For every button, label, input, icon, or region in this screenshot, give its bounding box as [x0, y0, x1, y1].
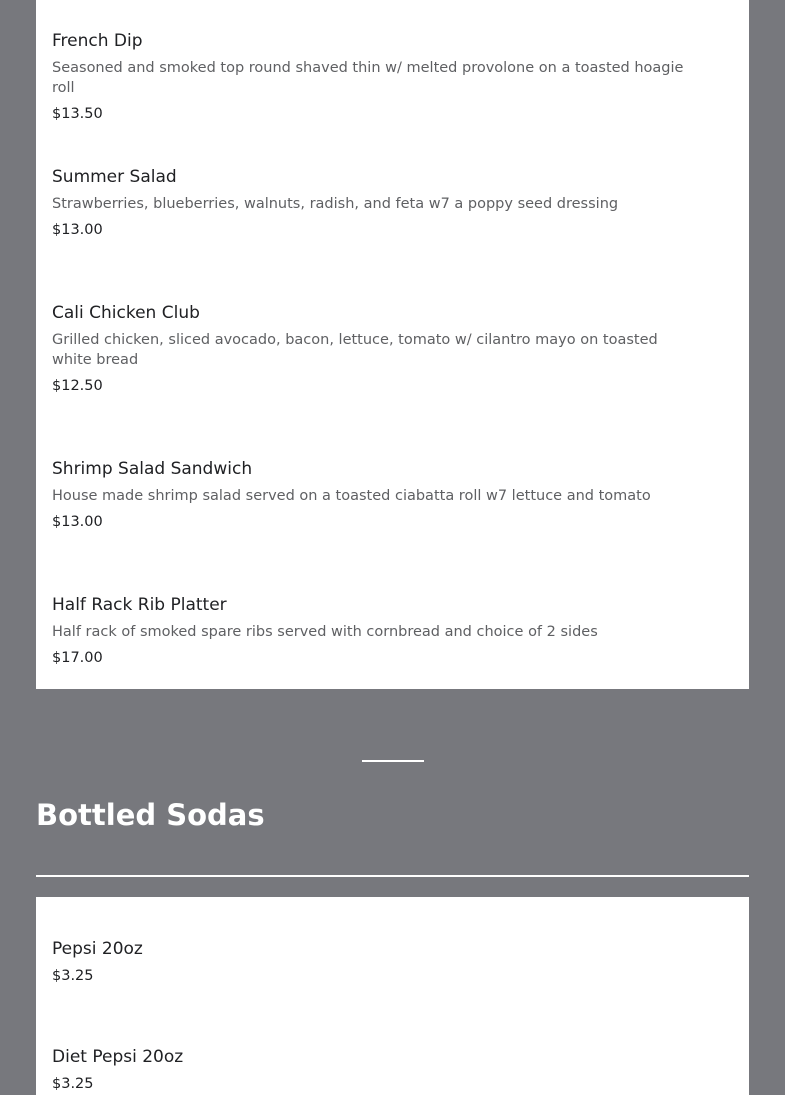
- menu-item-name: Pepsi 20oz: [52, 939, 143, 959]
- menu-item-description: Half rack of smoked spare ribs served with cornbread and choice of 2 sides: [52, 624, 598, 640]
- menu-item-cali-chicken-club[interactable]: [52, 302, 692, 396]
- menu-item-pepsi[interactable]: [52, 938, 692, 986]
- menu-item-name: French Dip: [52, 31, 143, 51]
- menu-item-name: Cali Chicken Club: [52, 303, 200, 323]
- menu-item-summer-salad[interactable]: [52, 166, 692, 240]
- menu-item-half-rack-rib-platter[interactable]: [52, 594, 692, 668]
- menu-item-name: Half Rack Rib Platter: [52, 595, 227, 615]
- menu-item-price: $17.00: [52, 650, 103, 666]
- menu-item-name: Summer Salad: [52, 167, 177, 187]
- menu-item-name: Shrimp Salad Sandwich: [52, 459, 253, 479]
- menu-item-price: $13.50: [52, 106, 103, 122]
- menu-items-card: [36, 0, 749, 689]
- menu-item-description: Seasoned and smoked top round shaved thin w/ melted provolone on a toasted hoagie roll: [52, 60, 684, 96]
- menu-item-diet-pepsi[interactable]: [52, 1046, 692, 1094]
- menu-item-price: $3.25: [52, 968, 94, 984]
- menu-item-price: $13.00: [52, 222, 103, 238]
- section-divider: [362, 760, 424, 762]
- menu-item-description: Strawberries, blueberries, walnuts, radish, and feta w7 a poppy seed dressing: [52, 196, 619, 212]
- menu-item-price: $13.00: [52, 514, 103, 530]
- menu-item-french-dip[interactable]: [52, 30, 692, 124]
- menu-item-name: Diet Pepsi 20oz: [52, 1047, 184, 1067]
- section-title-rule: [36, 875, 749, 877]
- menu-item-shrimp-salad-sandwich[interactable]: [52, 458, 692, 532]
- section-title: Bottled Sodas: [36, 798, 265, 832]
- soda-items-card: [36, 897, 749, 1095]
- menu-item-price: $3.25: [52, 1076, 94, 1092]
- menu-item-price: $12.50: [52, 378, 103, 394]
- menu-item-description: House made shrimp salad served on a toasted ciabatta roll w7 lettuce and tomato: [52, 488, 651, 504]
- menu-item-description: Grilled chicken, sliced avocado, bacon, lettuce, tomato w/ cilantro mayo on toasted white bread: [52, 332, 658, 368]
